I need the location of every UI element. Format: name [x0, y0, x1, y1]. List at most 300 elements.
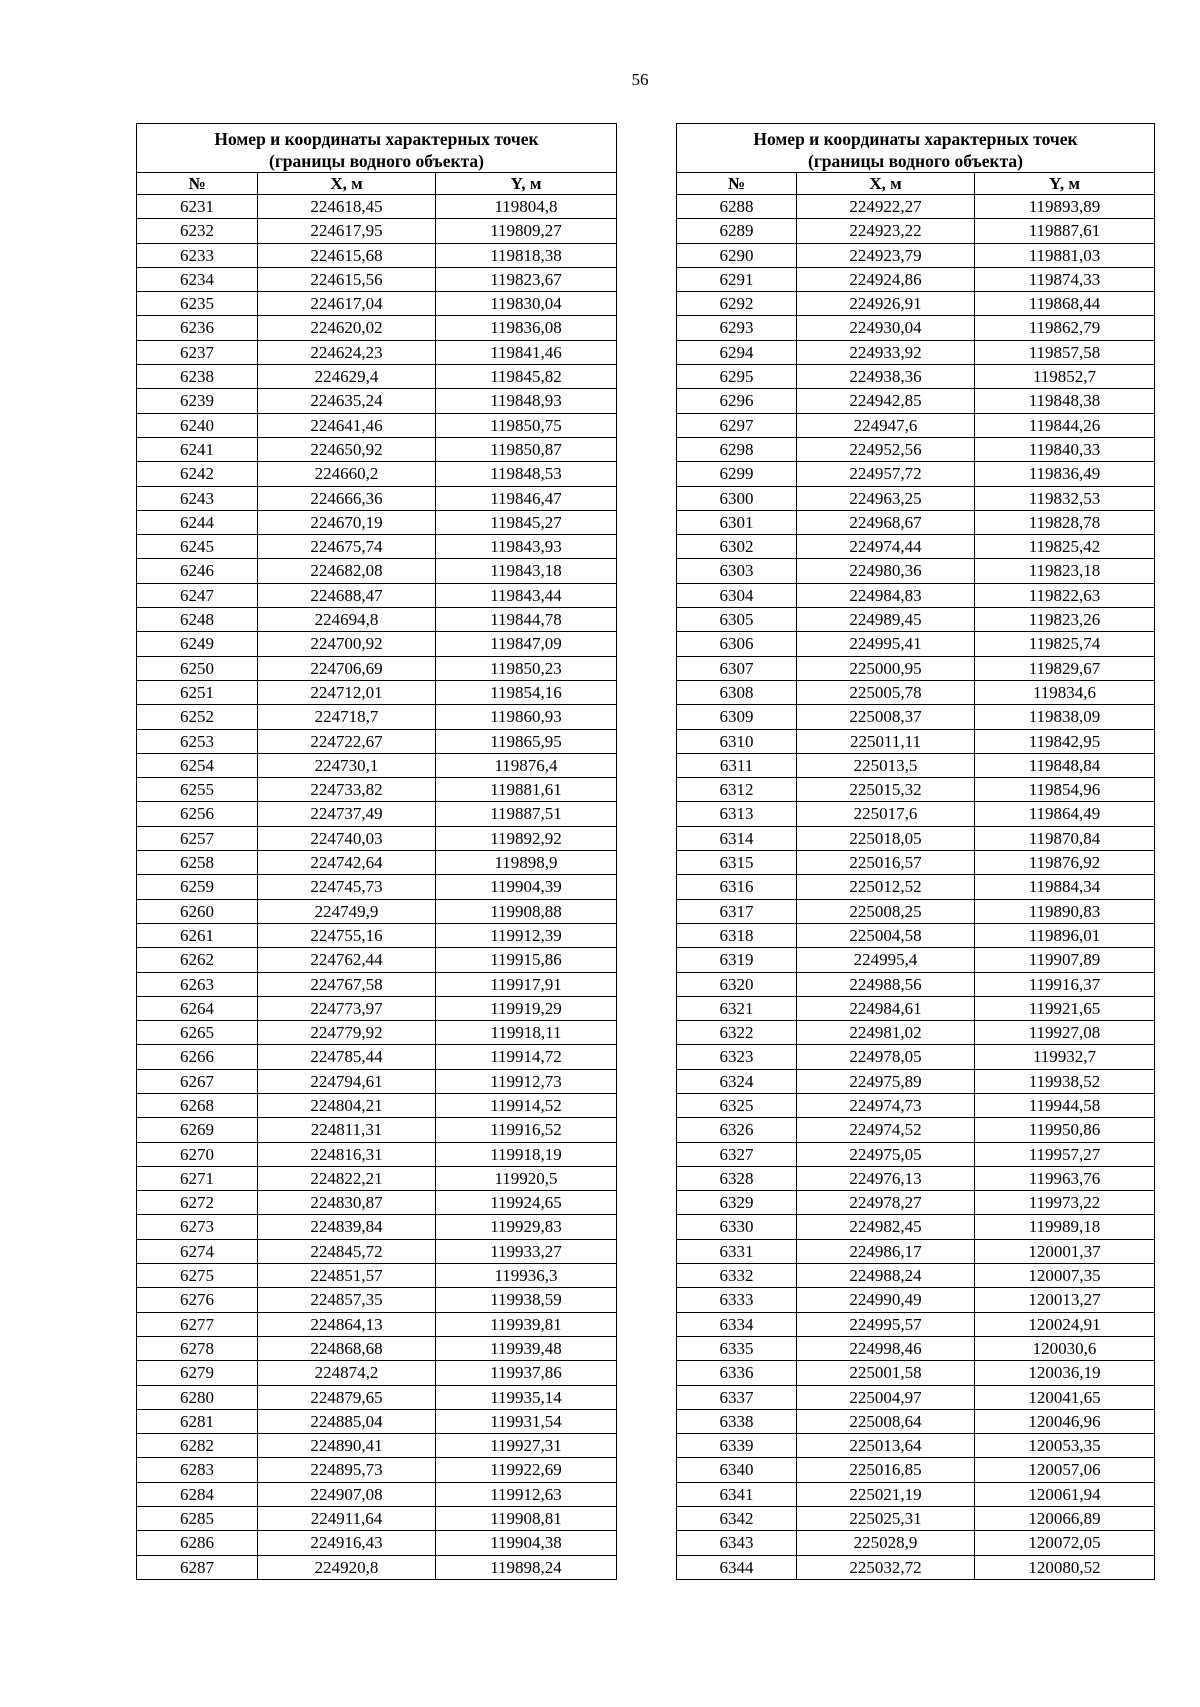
x-coordinate-cell: 225013,64 [797, 1434, 975, 1458]
point-number-cell: 6279 [137, 1361, 258, 1385]
y-coordinate-cell: 119854,16 [436, 680, 617, 704]
x-coordinate-cell: 224740,03 [258, 826, 436, 850]
point-number-cell: 6270 [137, 1142, 258, 1166]
y-coordinate-cell: 119933,27 [436, 1239, 617, 1263]
point-number-cell: 6268 [137, 1093, 258, 1117]
table-row [677, 1312, 1155, 1336]
point-number-cell: 6233 [137, 243, 258, 267]
x-coordinate-cell: 224868,68 [258, 1336, 436, 1360]
table-caption-line2: (границы водного объекта) [808, 151, 1023, 171]
x-coordinate-cell: 225025,31 [797, 1507, 975, 1531]
x-coordinate-cell: 224830,87 [258, 1191, 436, 1215]
point-number-cell: 6322 [677, 1021, 797, 1045]
table-row [137, 413, 617, 437]
x-coordinate-cell: 225015,32 [797, 778, 975, 802]
x-coordinate-cell: 224976,13 [797, 1166, 975, 1190]
y-coordinate-cell: 119890,83 [975, 899, 1155, 923]
y-coordinate-cell: 119892,92 [436, 826, 617, 850]
table-row [137, 680, 617, 704]
y-coordinate-cell: 119917,91 [436, 972, 617, 996]
table-row [677, 1166, 1155, 1190]
table-row [677, 316, 1155, 340]
table-row [137, 1482, 617, 1506]
x-coordinate-cell: 224839,84 [258, 1215, 436, 1239]
table-row [677, 705, 1155, 729]
x-coordinate-cell: 224822,21 [258, 1166, 436, 1190]
point-number-cell: 6287 [137, 1555, 258, 1579]
table-row [137, 705, 617, 729]
point-number-cell: 6283 [137, 1458, 258, 1482]
point-number-cell: 6326 [677, 1118, 797, 1142]
x-coordinate-cell: 224984,83 [797, 583, 975, 607]
y-coordinate-cell: 119834,6 [975, 680, 1155, 704]
x-coordinate-cell: 224742,64 [258, 851, 436, 875]
table-row [137, 851, 617, 875]
point-number-cell: 6319 [677, 948, 797, 972]
table-row [137, 899, 617, 923]
point-number-cell: 6313 [677, 802, 797, 826]
x-coordinate-cell: 224730,1 [258, 753, 436, 777]
point-number-cell: 6242 [137, 462, 258, 486]
y-coordinate-cell: 119908,88 [436, 899, 617, 923]
y-coordinate-cell: 119829,67 [975, 656, 1155, 680]
point-number-cell: 6277 [137, 1312, 258, 1336]
table-row [677, 656, 1155, 680]
table-row [137, 729, 617, 753]
point-number-cell: 6293 [677, 316, 797, 340]
y-coordinate-cell: 120061,94 [975, 1482, 1155, 1506]
point-number-cell: 6269 [137, 1118, 258, 1142]
table-row [137, 292, 617, 316]
x-coordinate-cell: 224682,08 [258, 559, 436, 583]
x-coordinate-cell: 225005,78 [797, 680, 975, 704]
table-row [137, 1191, 617, 1215]
table-row [677, 1239, 1155, 1263]
y-coordinate-cell: 119832,53 [975, 486, 1155, 510]
point-number-cell: 6235 [137, 292, 258, 316]
table-caption [137, 124, 617, 173]
table-row [677, 1069, 1155, 1093]
x-coordinate-cell: 224907,08 [258, 1482, 436, 1506]
point-number-cell: 6244 [137, 510, 258, 534]
point-number-cell: 6272 [137, 1191, 258, 1215]
y-coordinate-cell: 119850,23 [436, 656, 617, 680]
table-row [677, 267, 1155, 291]
x-coordinate-cell: 224722,67 [258, 729, 436, 753]
x-coordinate-cell: 224755,16 [258, 923, 436, 947]
table-row [137, 1507, 617, 1531]
y-coordinate-cell: 119840,33 [975, 437, 1155, 461]
y-coordinate-cell: 120001,37 [975, 1239, 1155, 1263]
point-number-cell: 6275 [137, 1264, 258, 1288]
table-row [137, 1336, 617, 1360]
y-coordinate-cell: 119939,81 [436, 1312, 617, 1336]
x-coordinate-cell: 224670,19 [258, 510, 436, 534]
point-number-cell: 6284 [137, 1482, 258, 1506]
x-coordinate-cell: 224617,04 [258, 292, 436, 316]
y-coordinate-cell: 119823,67 [436, 267, 617, 291]
y-coordinate-cell: 119841,46 [436, 340, 617, 364]
x-coordinate-cell: 224963,25 [797, 486, 975, 510]
table-row [137, 1409, 617, 1433]
y-coordinate-cell: 119823,18 [975, 559, 1155, 583]
x-coordinate-cell: 224785,44 [258, 1045, 436, 1069]
y-coordinate-cell: 119876,4 [436, 753, 617, 777]
y-coordinate-cell: 119868,44 [975, 292, 1155, 316]
x-coordinate-cell: 224933,92 [797, 340, 975, 364]
y-coordinate-cell: 119843,44 [436, 583, 617, 607]
point-number-cell: 6257 [137, 826, 258, 850]
point-number-cell: 6240 [137, 413, 258, 437]
point-number-cell: 6249 [137, 632, 258, 656]
point-number-cell: 6311 [677, 753, 797, 777]
table-row [677, 243, 1155, 267]
y-coordinate-cell: 120046,96 [975, 1409, 1155, 1433]
x-coordinate-cell: 224660,2 [258, 462, 436, 486]
table-row [137, 802, 617, 826]
y-coordinate-cell: 119857,58 [975, 340, 1155, 364]
table-row [677, 826, 1155, 850]
x-coordinate-cell: 225008,25 [797, 899, 975, 923]
y-coordinate-cell: 119848,53 [436, 462, 617, 486]
point-number-cell: 6318 [677, 923, 797, 947]
table-row [677, 510, 1155, 534]
x-coordinate-cell: 224762,44 [258, 948, 436, 972]
y-coordinate-cell: 119918,11 [436, 1021, 617, 1045]
point-number-cell: 6236 [137, 316, 258, 340]
table-row [677, 875, 1155, 899]
table-row [137, 1531, 617, 1555]
y-coordinate-cell: 119918,19 [436, 1142, 617, 1166]
point-number-cell: 6231 [137, 195, 258, 219]
x-coordinate-cell: 224779,92 [258, 1021, 436, 1045]
point-number-cell: 6266 [137, 1045, 258, 1069]
x-coordinate-cell: 224688,47 [258, 583, 436, 607]
y-coordinate-cell: 119887,61 [975, 219, 1155, 243]
y-coordinate-cell: 119916,52 [436, 1118, 617, 1142]
point-number-cell: 6297 [677, 413, 797, 437]
x-coordinate-cell: 225016,85 [797, 1458, 975, 1482]
table-row [677, 1142, 1155, 1166]
x-coordinate-cell: 225018,05 [797, 826, 975, 850]
y-coordinate-cell: 119939,48 [436, 1336, 617, 1360]
table-row [677, 1409, 1155, 1433]
table-row [137, 948, 617, 972]
x-coordinate-cell: 224650,92 [258, 437, 436, 461]
x-coordinate-cell: 224995,4 [797, 948, 975, 972]
point-number-cell: 6335 [677, 1336, 797, 1360]
x-coordinate-cell: 224974,44 [797, 535, 975, 559]
y-coordinate-cell: 119916,37 [975, 972, 1155, 996]
y-coordinate-cell: 119850,75 [436, 413, 617, 437]
coordinates-table-left [136, 123, 617, 1580]
table-row [137, 972, 617, 996]
point-number-cell: 6320 [677, 972, 797, 996]
y-coordinate-cell: 119828,78 [975, 510, 1155, 534]
table-row [137, 1555, 617, 1579]
point-number-cell: 6238 [137, 365, 258, 389]
y-coordinate-cell: 119818,38 [436, 243, 617, 267]
x-coordinate-cell: 224989,45 [797, 608, 975, 632]
point-number-cell: 6317 [677, 899, 797, 923]
y-coordinate-cell: 119938,52 [975, 1069, 1155, 1093]
point-number-cell: 6329 [677, 1191, 797, 1215]
x-coordinate-cell: 224615,68 [258, 243, 436, 267]
y-coordinate-cell: 119854,96 [975, 778, 1155, 802]
point-number-cell: 6261 [137, 923, 258, 947]
y-coordinate-cell: 119935,14 [436, 1385, 617, 1409]
y-coordinate-cell: 119950,86 [975, 1118, 1155, 1142]
column-header-number: № [137, 173, 258, 195]
point-number-cell: 6298 [677, 437, 797, 461]
x-coordinate-cell: 224926,91 [797, 292, 975, 316]
y-coordinate-cell: 119830,04 [436, 292, 617, 316]
y-coordinate-cell: 119852,7 [975, 365, 1155, 389]
table-row [677, 195, 1155, 219]
y-coordinate-cell: 119845,27 [436, 510, 617, 534]
table-row [677, 802, 1155, 826]
point-number-cell: 6246 [137, 559, 258, 583]
point-number-cell: 6312 [677, 778, 797, 802]
y-coordinate-cell: 120072,05 [975, 1531, 1155, 1555]
y-coordinate-cell: 119904,38 [436, 1531, 617, 1555]
point-number-cell: 6271 [137, 1166, 258, 1190]
point-number-cell: 6255 [137, 778, 258, 802]
point-number-cell: 6331 [677, 1239, 797, 1263]
x-coordinate-cell: 224978,27 [797, 1191, 975, 1215]
table-row [677, 1215, 1155, 1239]
y-coordinate-cell: 119838,09 [975, 705, 1155, 729]
y-coordinate-cell: 119860,93 [436, 705, 617, 729]
x-coordinate-cell: 225001,58 [797, 1361, 975, 1385]
table-row [137, 1312, 617, 1336]
y-coordinate-cell: 119836,08 [436, 316, 617, 340]
point-number-cell: 6256 [137, 802, 258, 826]
point-number-cell: 6278 [137, 1336, 258, 1360]
y-coordinate-cell: 119937,86 [436, 1361, 617, 1385]
column-header-y: Y, м [975, 173, 1155, 195]
table-row [677, 413, 1155, 437]
point-number-cell: 6324 [677, 1069, 797, 1093]
x-coordinate-cell: 224923,79 [797, 243, 975, 267]
point-number-cell: 6325 [677, 1093, 797, 1117]
table-row [137, 753, 617, 777]
y-coordinate-cell: 119825,74 [975, 632, 1155, 656]
table-row [677, 1264, 1155, 1288]
table-caption-line1: Номер и координаты характерных точек [214, 129, 539, 149]
point-number-cell: 6334 [677, 1312, 797, 1336]
point-number-cell: 6253 [137, 729, 258, 753]
y-coordinate-cell: 119914,52 [436, 1093, 617, 1117]
table-row [677, 923, 1155, 947]
y-coordinate-cell: 119823,26 [975, 608, 1155, 632]
table-row [137, 510, 617, 534]
point-number-cell: 6292 [677, 292, 797, 316]
table-row [137, 462, 617, 486]
point-number-cell: 6276 [137, 1288, 258, 1312]
y-coordinate-cell: 119924,65 [436, 1191, 617, 1215]
table-row [677, 437, 1155, 461]
x-coordinate-cell: 225000,95 [797, 656, 975, 680]
y-coordinate-cell: 119912,39 [436, 923, 617, 947]
table-row [677, 365, 1155, 389]
x-coordinate-cell: 225004,58 [797, 923, 975, 947]
y-coordinate-cell: 119957,27 [975, 1142, 1155, 1166]
x-coordinate-cell: 224773,97 [258, 996, 436, 1020]
x-coordinate-cell: 224845,72 [258, 1239, 436, 1263]
x-coordinate-cell: 224957,72 [797, 462, 975, 486]
table-row [677, 899, 1155, 923]
table-row [677, 486, 1155, 510]
x-coordinate-cell: 224922,27 [797, 195, 975, 219]
column-header-y: Y, м [436, 173, 617, 195]
column-header-x: X, м [797, 173, 975, 195]
y-coordinate-cell: 119836,49 [975, 462, 1155, 486]
x-coordinate-cell: 224978,05 [797, 1045, 975, 1069]
point-number-cell: 6280 [137, 1385, 258, 1409]
y-coordinate-cell: 119898,9 [436, 851, 617, 875]
table-row [677, 753, 1155, 777]
point-number-cell: 6234 [137, 267, 258, 291]
point-number-cell: 6265 [137, 1021, 258, 1045]
x-coordinate-cell: 224986,17 [797, 1239, 975, 1263]
x-coordinate-cell: 224706,69 [258, 656, 436, 680]
point-number-cell: 6332 [677, 1264, 797, 1288]
y-coordinate-cell: 119864,49 [975, 802, 1155, 826]
x-coordinate-cell: 224942,85 [797, 389, 975, 413]
table-row [677, 389, 1155, 413]
x-coordinate-cell: 224641,46 [258, 413, 436, 437]
y-coordinate-cell: 119881,03 [975, 243, 1155, 267]
y-coordinate-cell: 119929,83 [436, 1215, 617, 1239]
point-number-cell: 6289 [677, 219, 797, 243]
y-coordinate-cell: 119938,59 [436, 1288, 617, 1312]
point-number-cell: 6315 [677, 851, 797, 875]
x-coordinate-cell: 224982,45 [797, 1215, 975, 1239]
table-row [677, 462, 1155, 486]
x-coordinate-cell: 224864,13 [258, 1312, 436, 1336]
table-header-row [137, 173, 617, 195]
y-coordinate-cell: 119944,58 [975, 1093, 1155, 1117]
y-coordinate-cell: 119927,31 [436, 1434, 617, 1458]
point-number-cell: 6304 [677, 583, 797, 607]
point-number-cell: 6336 [677, 1361, 797, 1385]
point-number-cell: 6290 [677, 243, 797, 267]
x-coordinate-cell: 224988,56 [797, 972, 975, 996]
table-row [677, 1336, 1155, 1360]
x-coordinate-cell: 224995,41 [797, 632, 975, 656]
table-caption-row [137, 124, 617, 173]
y-coordinate-cell: 119931,54 [436, 1409, 617, 1433]
y-coordinate-cell: 119922,69 [436, 1458, 617, 1482]
y-coordinate-cell: 119936,3 [436, 1264, 617, 1288]
y-coordinate-cell: 119874,33 [975, 267, 1155, 291]
x-coordinate-cell: 224745,73 [258, 875, 436, 899]
y-coordinate-cell: 119848,38 [975, 389, 1155, 413]
y-coordinate-cell: 120057,06 [975, 1458, 1155, 1482]
point-number-cell: 6262 [137, 948, 258, 972]
point-number-cell: 6264 [137, 996, 258, 1020]
x-coordinate-cell: 224694,8 [258, 608, 436, 632]
table-row [137, 1288, 617, 1312]
y-coordinate-cell: 119914,72 [436, 1045, 617, 1069]
point-number-cell: 6339 [677, 1434, 797, 1458]
y-coordinate-cell: 120041,65 [975, 1385, 1155, 1409]
point-number-cell: 6252 [137, 705, 258, 729]
table-row [677, 1288, 1155, 1312]
y-coordinate-cell: 120024,91 [975, 1312, 1155, 1336]
y-coordinate-cell: 120053,35 [975, 1434, 1155, 1458]
table-row [677, 219, 1155, 243]
y-coordinate-cell: 119843,93 [436, 535, 617, 559]
y-coordinate-cell: 119919,29 [436, 996, 617, 1020]
x-coordinate-cell: 224930,04 [797, 316, 975, 340]
x-coordinate-cell: 225021,19 [797, 1482, 975, 1506]
y-coordinate-cell: 119989,18 [975, 1215, 1155, 1239]
x-coordinate-cell: 224624,23 [258, 340, 436, 364]
x-coordinate-cell: 224995,57 [797, 1312, 975, 1336]
point-number-cell: 6237 [137, 340, 258, 364]
y-coordinate-cell: 119870,84 [975, 826, 1155, 850]
table-row [137, 1239, 617, 1263]
x-coordinate-cell: 224975,05 [797, 1142, 975, 1166]
y-coordinate-cell: 119932,7 [975, 1045, 1155, 1069]
x-coordinate-cell: 224617,95 [258, 219, 436, 243]
y-coordinate-cell: 119907,89 [975, 948, 1155, 972]
table-row [137, 1142, 617, 1166]
x-coordinate-cell: 224851,57 [258, 1264, 436, 1288]
point-number-cell: 6267 [137, 1069, 258, 1093]
x-coordinate-cell: 224980,36 [797, 559, 975, 583]
point-number-cell: 6306 [677, 632, 797, 656]
table-row [677, 1434, 1155, 1458]
y-coordinate-cell: 119915,86 [436, 948, 617, 972]
table-caption [677, 124, 1155, 173]
y-coordinate-cell: 119804,8 [436, 195, 617, 219]
table-row [137, 608, 617, 632]
table-row [677, 1531, 1155, 1555]
x-coordinate-cell: 224737,49 [258, 802, 436, 826]
y-coordinate-cell: 119844,26 [975, 413, 1155, 437]
x-coordinate-cell: 225013,5 [797, 753, 975, 777]
point-number-cell: 6316 [677, 875, 797, 899]
y-coordinate-cell: 119912,63 [436, 1482, 617, 1506]
point-number-cell: 6314 [677, 826, 797, 850]
point-number-cell: 6341 [677, 1482, 797, 1506]
y-coordinate-cell: 119848,93 [436, 389, 617, 413]
x-coordinate-cell: 224988,24 [797, 1264, 975, 1288]
table-caption-row [677, 124, 1155, 173]
y-coordinate-cell: 119825,42 [975, 535, 1155, 559]
x-coordinate-cell: 224984,61 [797, 996, 975, 1020]
table-row [137, 1434, 617, 1458]
x-coordinate-cell: 224804,21 [258, 1093, 436, 1117]
point-number-cell: 6239 [137, 389, 258, 413]
point-number-cell: 6260 [137, 899, 258, 923]
table-row [137, 875, 617, 899]
point-number-cell: 6247 [137, 583, 258, 607]
column-header-number: № [677, 173, 797, 195]
point-number-cell: 6342 [677, 1507, 797, 1531]
x-coordinate-cell: 224618,45 [258, 195, 436, 219]
table-row [137, 437, 617, 461]
point-number-cell: 6232 [137, 219, 258, 243]
y-coordinate-cell: 119862,79 [975, 316, 1155, 340]
point-number-cell: 6273 [137, 1215, 258, 1239]
x-coordinate-cell: 224712,01 [258, 680, 436, 704]
table-row [677, 778, 1155, 802]
point-number-cell: 6308 [677, 680, 797, 704]
